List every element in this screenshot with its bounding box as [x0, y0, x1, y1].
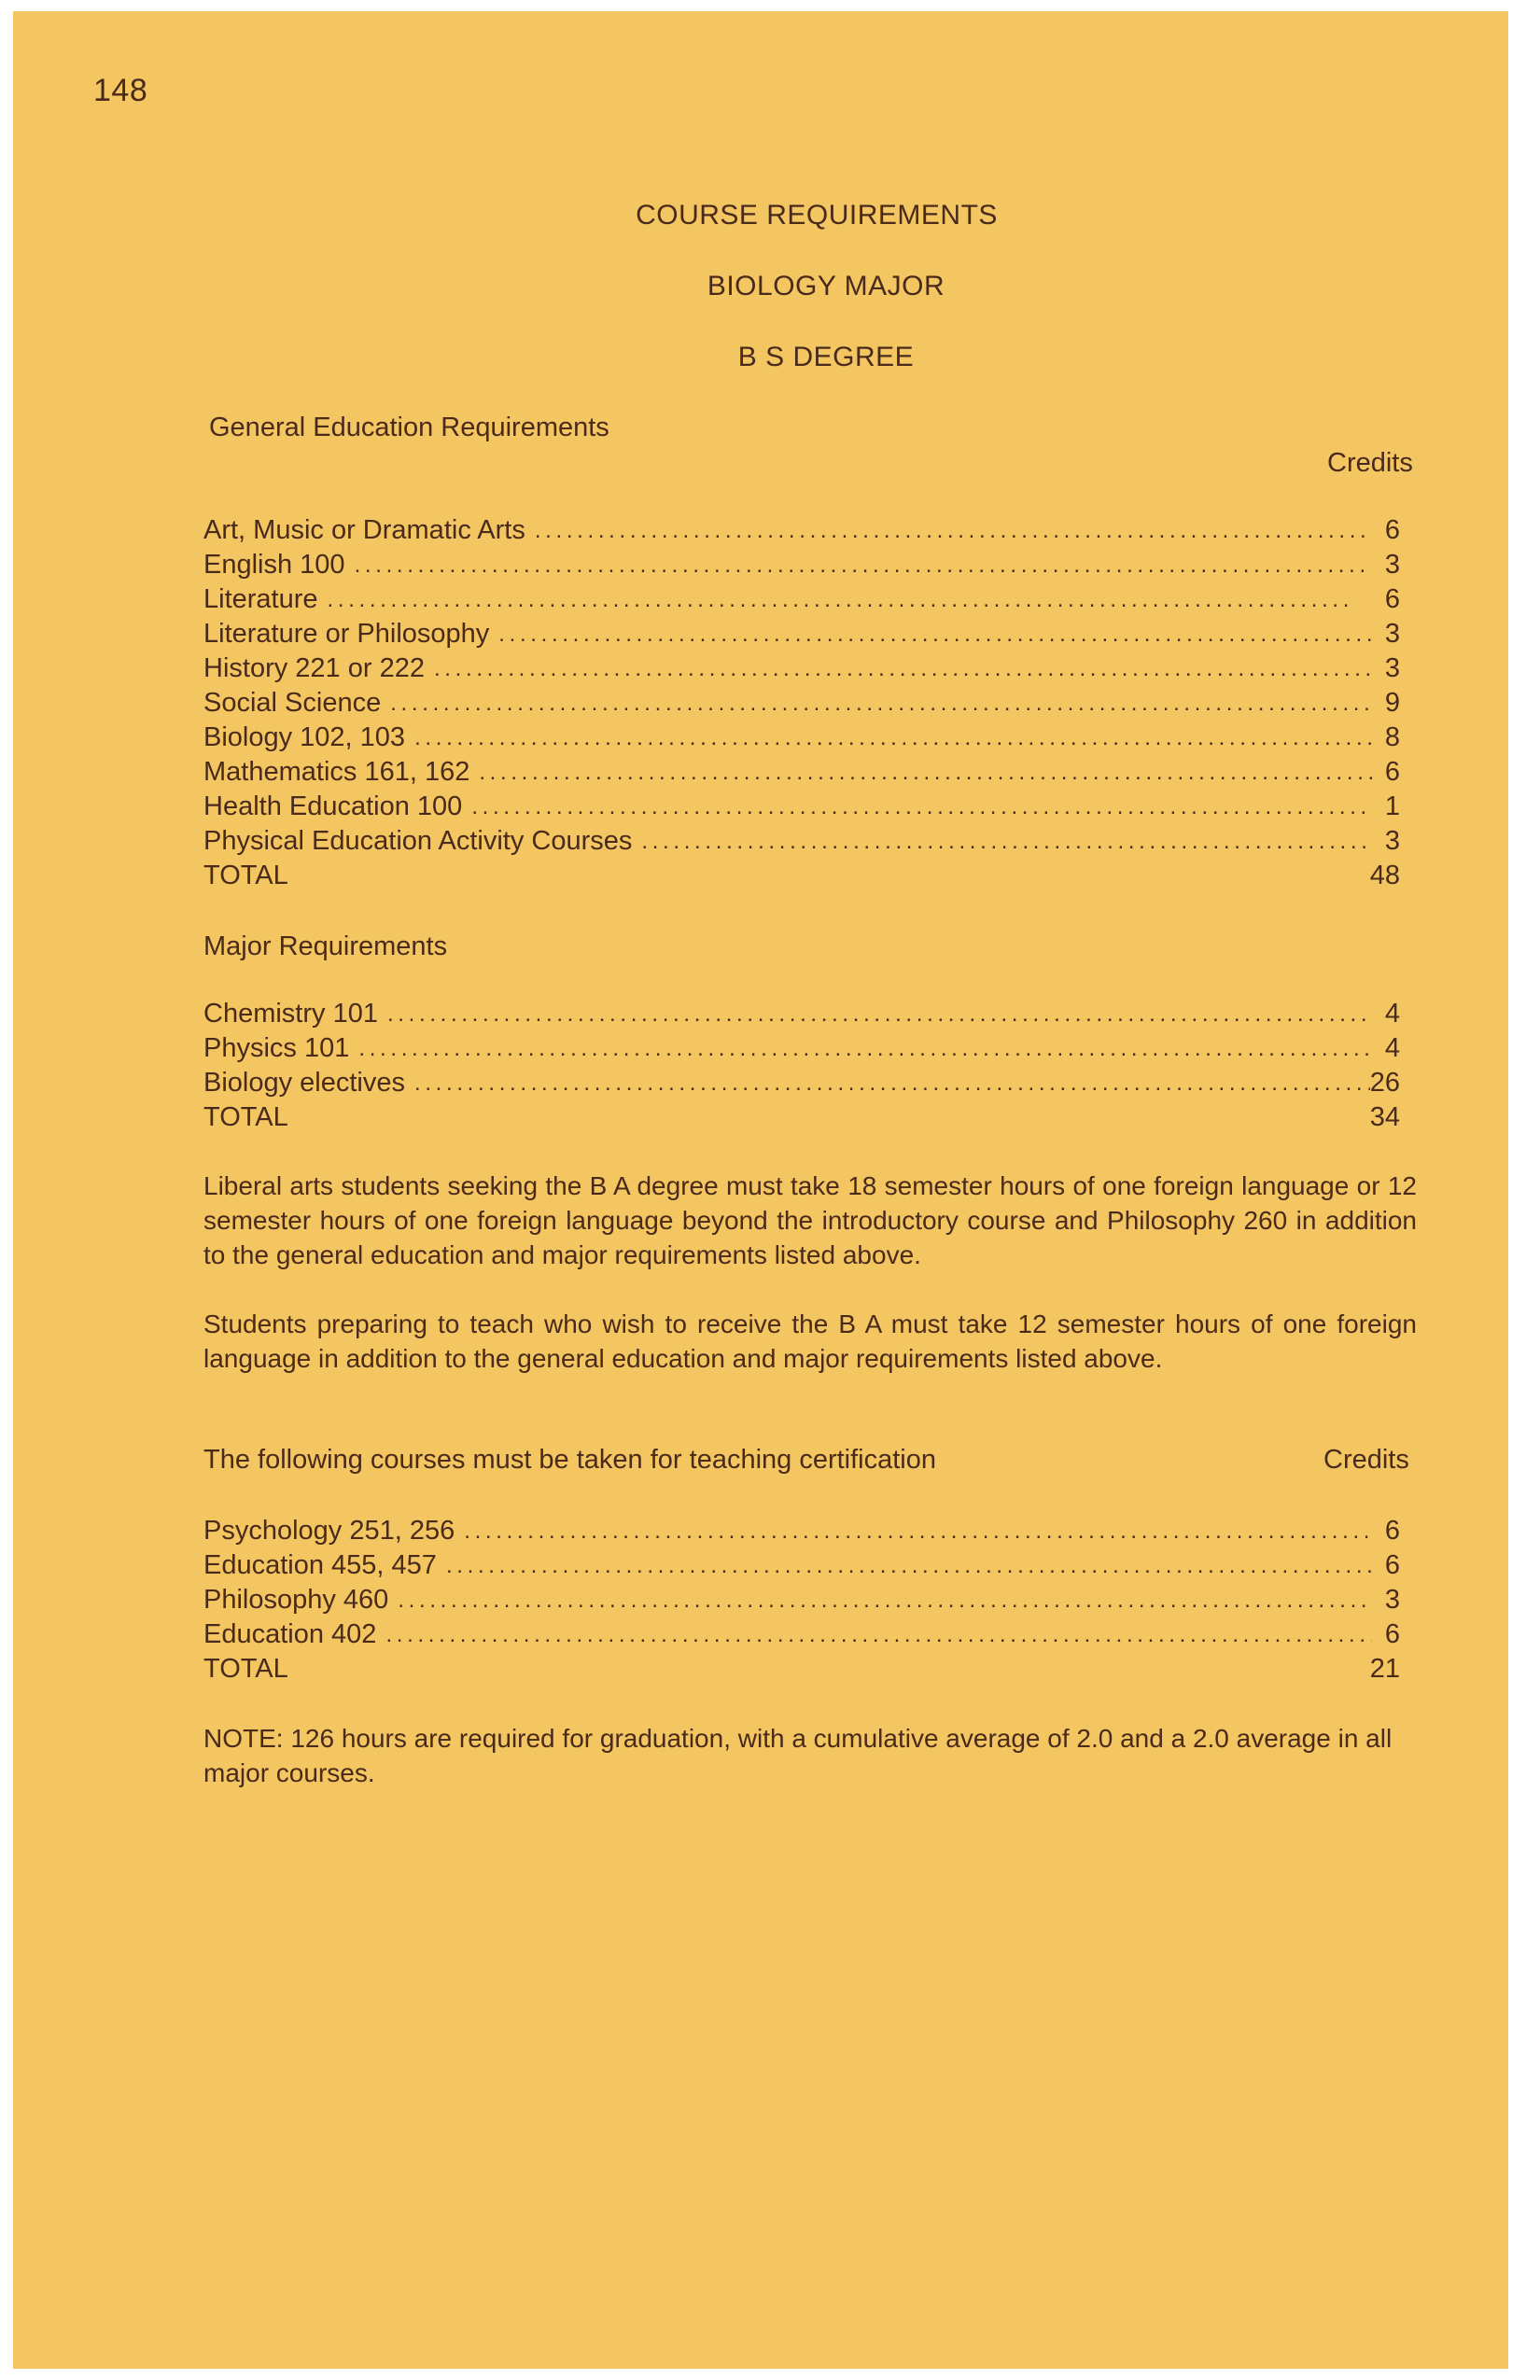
course-name: Chemistry 101 [203, 999, 378, 1029]
leader-dots [328, 582, 1372, 617]
course-name: Education 455, 457 [203, 1550, 437, 1580]
list-item [203, 651, 1400, 686]
leader-dots [434, 651, 1372, 686]
leader-dots [414, 721, 1372, 755]
leader-dots [390, 686, 1372, 721]
list-item [203, 1617, 1400, 1652]
course-name: Biology electives [203, 1068, 405, 1098]
total-row [203, 1100, 1400, 1135]
course-credits: 6 [1384, 584, 1400, 614]
list-item [203, 1548, 1400, 1583]
major-requirements-list [203, 997, 1400, 1135]
course-credits: 9 [1384, 688, 1400, 718]
course-credits: 3 [1384, 550, 1400, 580]
total-row [203, 859, 1400, 893]
leader-dots [479, 755, 1372, 790]
course-name: Biology 102, 103 [203, 722, 406, 752]
list-item [203, 686, 1400, 721]
course-credits: 1 [1384, 791, 1400, 821]
course-credits: 6 [1384, 1550, 1400, 1580]
course-name: Physical Education Activity Courses [203, 826, 633, 856]
course-credits: 4 [1384, 1033, 1400, 1063]
leader-dots [535, 513, 1372, 548]
general-education-heading: General Education Requirements [209, 413, 609, 442]
course-name: Art, Music or Dramatic Arts [203, 515, 525, 545]
list-item [203, 1066, 1400, 1100]
course-name: Mathematics 161, 162 [203, 757, 470, 787]
course-credits: 3 [1384, 826, 1400, 856]
list-item [203, 755, 1400, 790]
list-item [203, 1583, 1400, 1617]
leader-dots [387, 997, 1372, 1031]
course-name: Social Science [203, 688, 382, 718]
major-requirements-heading: Major Requirements [203, 931, 448, 961]
course-credits: 6 [1384, 1619, 1400, 1649]
list-item [203, 617, 1400, 651]
total-label: TOTAL [203, 1654, 288, 1684]
list-item [203, 548, 1400, 582]
leader-dots [446, 1548, 1372, 1583]
course-credits: 6 [1384, 1516, 1400, 1546]
course-name: English 100 [203, 550, 345, 580]
course-name: Education 402 [203, 1619, 377, 1649]
course-credits: 8 [1384, 722, 1400, 752]
list-item [203, 824, 1400, 859]
course-name: Psychology 251, 256 [203, 1516, 455, 1546]
list-item [203, 1514, 1400, 1548]
leader-dots [471, 790, 1372, 824]
page-title: COURSE REQUIREMENTS [636, 200, 998, 231]
certification-heading: The following courses must be taken for teaching certification [203, 1445, 937, 1475]
course-credits: 26 [1369, 1068, 1400, 1098]
teaching-ba-note: Students preparing to teach who wish to receive the B A must take 12 semester hours of one foreign language in addition to the general education and major requirements listed above. [203, 1309, 1417, 1373]
leader-dots [358, 1031, 1372, 1066]
leader-dots [398, 1583, 1372, 1617]
list-item [203, 582, 1400, 617]
certification-credits-header: Credits [1323, 1445, 1409, 1475]
graduation-note: NOTE: 126 hours are required for graduation, with a cumulative average of 2.0 and a 2.0 average in all major courses. [203, 1724, 1393, 1787]
leader-dots [498, 617, 1372, 651]
general-education-list [203, 513, 1400, 893]
list-item [203, 513, 1400, 548]
total-label: TOTAL [203, 1102, 288, 1132]
course-name: Health Education 100 [203, 791, 463, 821]
course-name: Literature [203, 584, 318, 614]
course-name: Philosophy 460 [203, 1585, 389, 1615]
catalog-page [13, 11, 1508, 2369]
list-item [203, 721, 1400, 755]
total-value: 48 [1369, 861, 1400, 890]
list-item [203, 997, 1400, 1031]
ba-degree-note: Liberal arts students seeking the B A degree must take 18 semester hours of one foreign language or 12 semester hours of one foreign language beyond the introductory course and Philosophy 260 in addition to the general education and major requirements listed above. [203, 1171, 1417, 1269]
course-credits: 6 [1384, 515, 1400, 545]
leader-dots [641, 824, 1372, 859]
course-name: Physics 101 [203, 1033, 350, 1063]
course-credits: 3 [1384, 653, 1400, 683]
leader-dots [385, 1617, 1372, 1652]
total-value: 34 [1369, 1102, 1400, 1132]
leader-dots [464, 1514, 1372, 1548]
course-credits: 3 [1384, 619, 1400, 649]
total-row [203, 1652, 1400, 1687]
total-label: TOTAL [203, 861, 288, 890]
course-name: History 221 or 222 [203, 653, 425, 683]
leader-dots [414, 1066, 1370, 1100]
certification-list [203, 1514, 1400, 1687]
list-item [203, 790, 1400, 824]
course-name: Literature or Philosophy [203, 619, 490, 649]
leader-dots [355, 548, 1372, 582]
general-education-credits-header: Credits [1327, 448, 1413, 478]
total-value: 21 [1369, 1654, 1400, 1684]
course-credits: 4 [1384, 999, 1400, 1029]
major-heading: BIOLOGY MAJOR [707, 271, 945, 301]
course-credits: 6 [1384, 757, 1400, 787]
page-number: 148 [93, 73, 148, 108]
list-item [203, 1031, 1400, 1066]
course-credits: 3 [1384, 1585, 1400, 1615]
degree-heading: B S DEGREE [737, 342, 915, 372]
